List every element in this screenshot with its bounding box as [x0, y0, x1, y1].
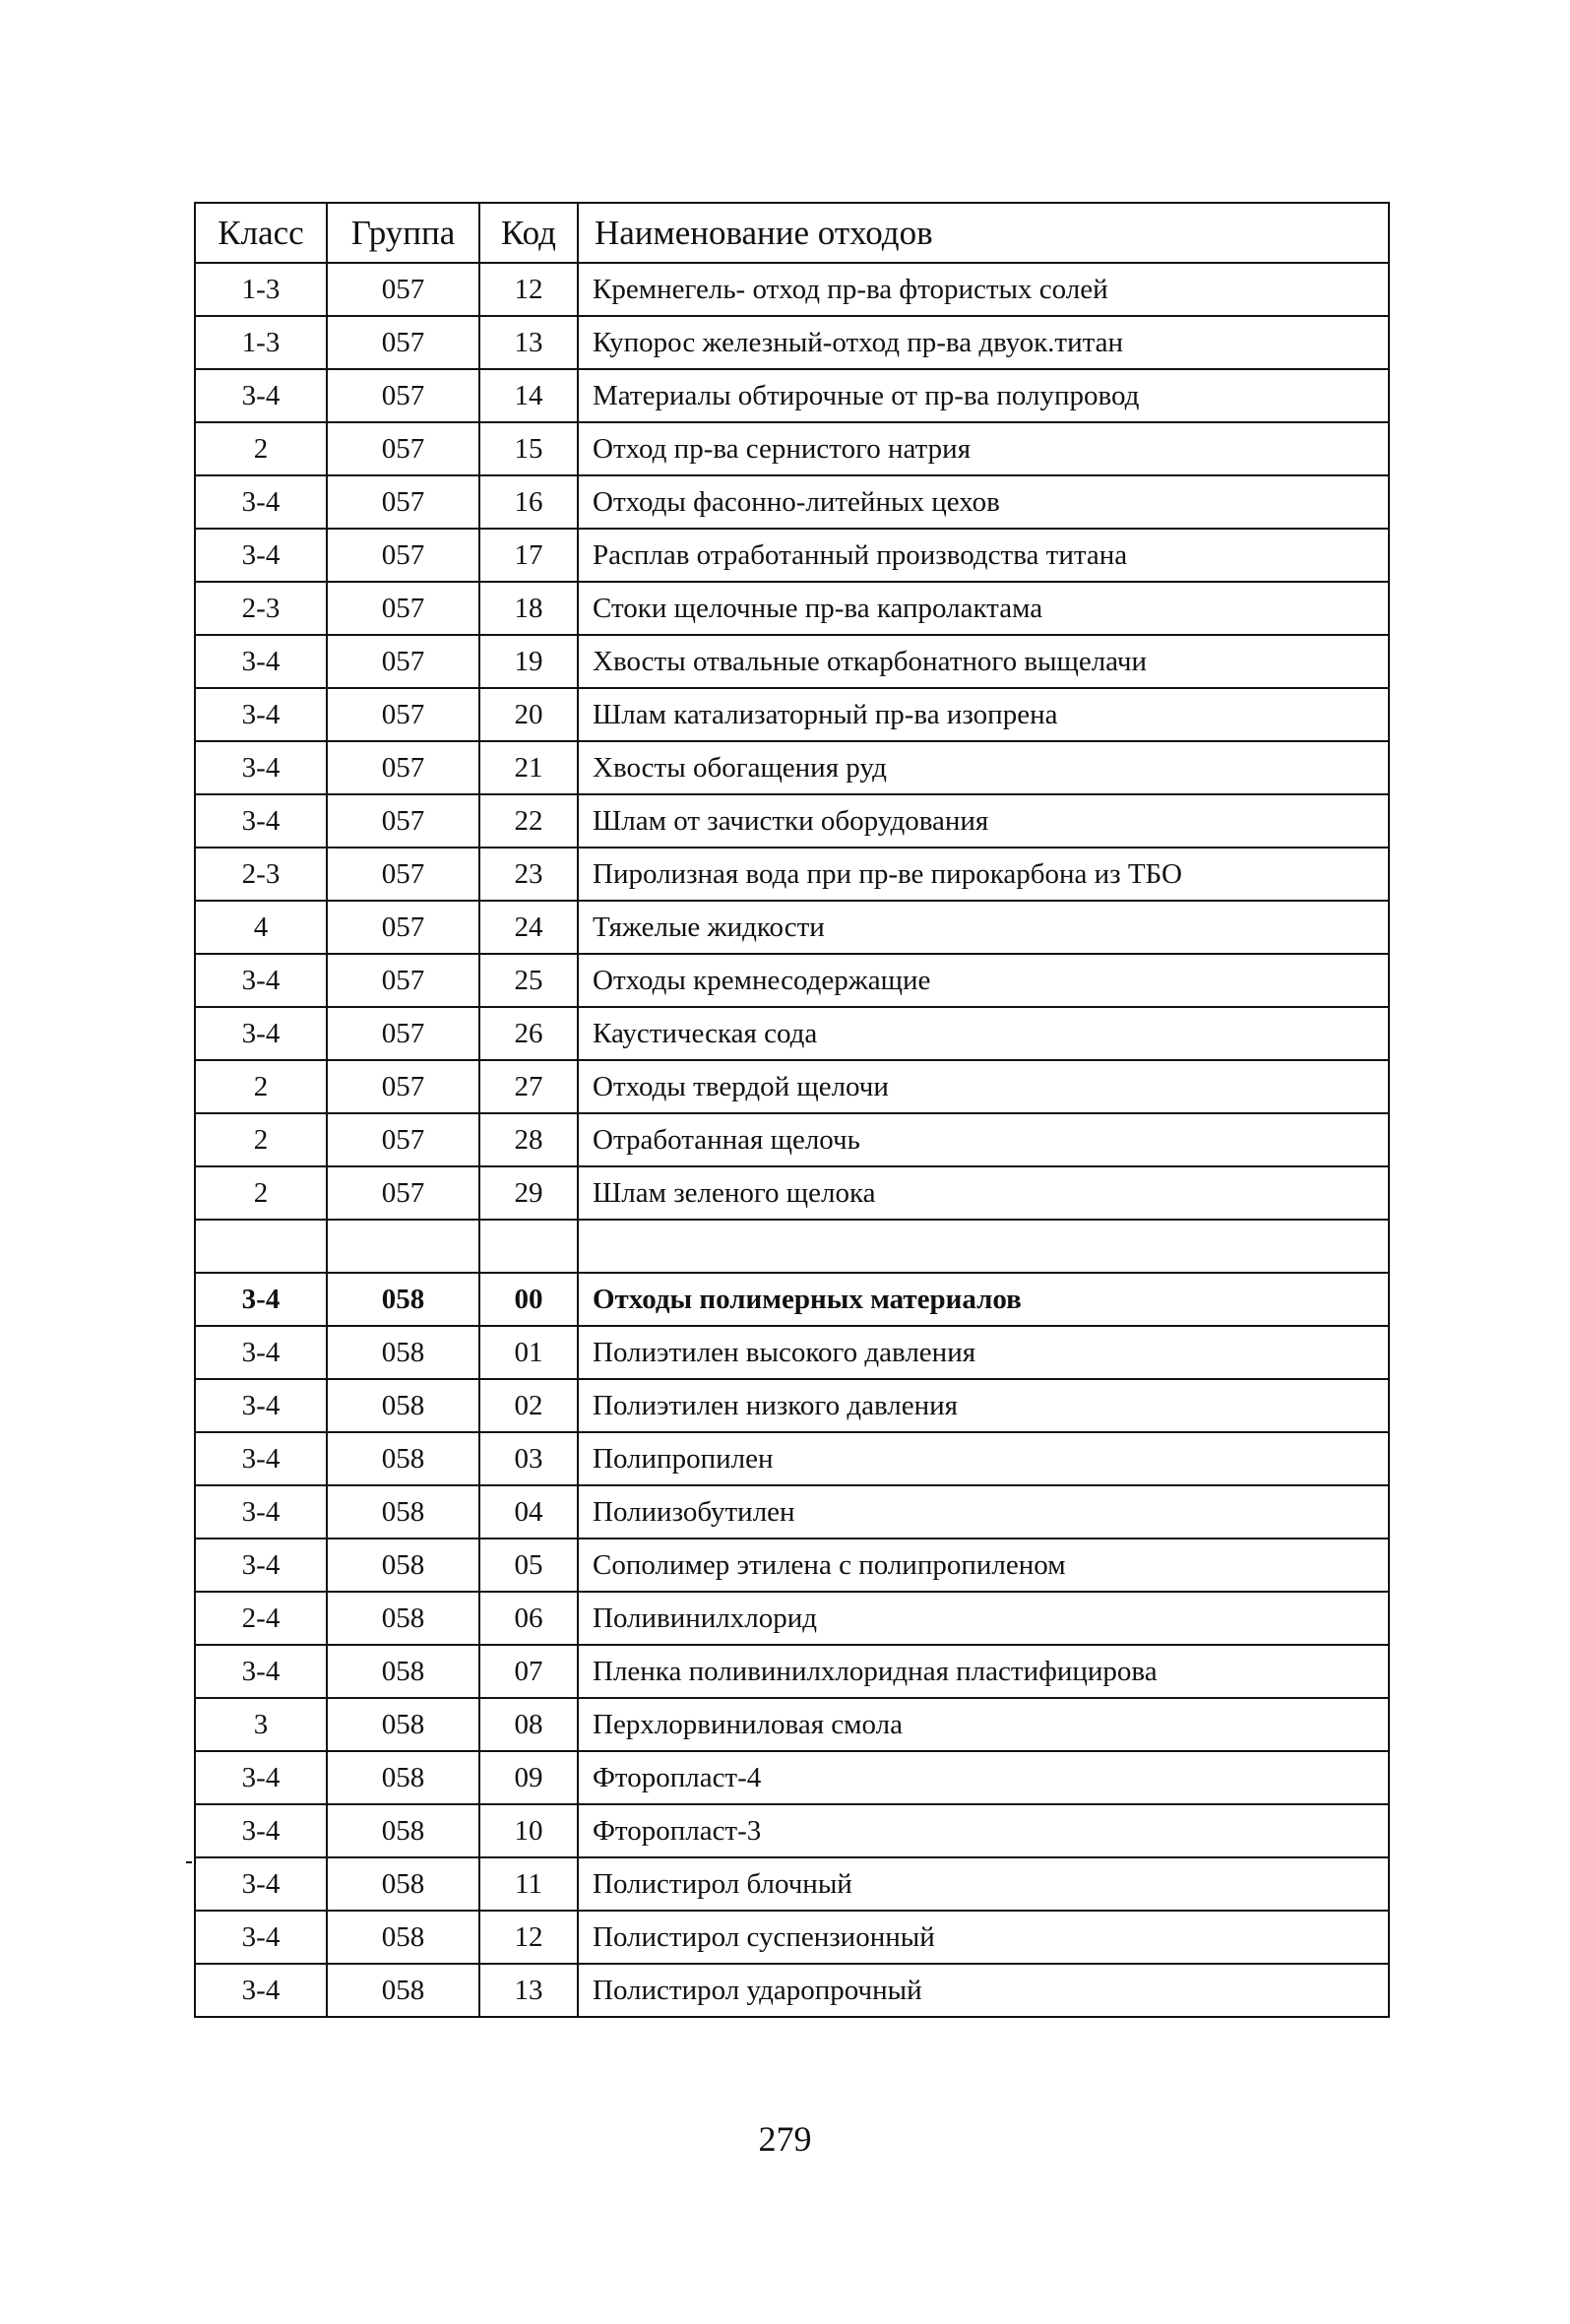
cell-name: Шлам катализаторный пр-ва изопрена	[578, 688, 1389, 741]
cell-group: 058	[327, 1326, 479, 1379]
table-row	[195, 954, 1389, 1007]
cell-code: 00	[479, 1273, 578, 1326]
cell-class: 1-3	[195, 316, 327, 369]
cell-group: 057	[327, 901, 479, 954]
cell-code: 10	[479, 1804, 578, 1857]
cell-class: 2-4	[195, 1592, 327, 1645]
group-057-rows	[195, 263, 1389, 1220]
blank-cell	[327, 1220, 479, 1273]
cell-class: 3-4	[195, 1485, 327, 1539]
separator-section	[195, 1220, 1389, 1326]
cell-name: Сополимер этилена с полипропиленом	[578, 1539, 1389, 1592]
cell-class: 3-4	[195, 1432, 327, 1485]
cell-group: 057	[327, 741, 479, 794]
table-row	[195, 475, 1389, 529]
table-row	[195, 1592, 1389, 1645]
cell-group: 058	[327, 1273, 479, 1326]
cell-class: 3-4	[195, 1326, 327, 1379]
blank-cell	[195, 1220, 327, 1273]
cell-name: Отходы полимерных материалов	[578, 1273, 1389, 1326]
cell-group: 057	[327, 1060, 479, 1113]
cell-group: 058	[327, 1698, 479, 1751]
cell-name: Пленка поливинилхлоридная пластифицирова	[578, 1645, 1389, 1698]
table-row	[195, 529, 1389, 582]
cell-class: 2	[195, 422, 327, 475]
cell-name: Поливинилхлорид	[578, 1592, 1389, 1645]
table-row	[195, 1379, 1389, 1432]
cell-group: 058	[327, 1804, 479, 1857]
cell-class: 3-4	[195, 529, 327, 582]
cell-name: Пиролизная вода при пр-ве пирокарбона из ТБО	[578, 848, 1389, 901]
cell-name: Купорос железный-отход пр-ва двуок.титан	[578, 316, 1389, 369]
cell-name: Расплав отработанный производства титана	[578, 529, 1389, 582]
edge-mark	[186, 1861, 192, 1863]
cell-code: 07	[479, 1645, 578, 1698]
table-row	[195, 741, 1389, 794]
cell-name: Перхлорвиниловая смола	[578, 1698, 1389, 1751]
cell-class: 2-3	[195, 848, 327, 901]
cell-group: 058	[327, 1857, 479, 1911]
table-row	[195, 1645, 1389, 1698]
table-row	[195, 1911, 1389, 1964]
cell-code: 15	[479, 422, 578, 475]
cell-class: 2	[195, 1060, 327, 1113]
cell-group: 057	[327, 263, 479, 316]
cell-group: 057	[327, 369, 479, 422]
group-058-rows	[195, 1326, 1389, 2017]
table-row	[195, 1432, 1389, 1485]
waste-classification-table	[194, 202, 1390, 2018]
cell-class: 3-4	[195, 1379, 327, 1432]
cell-group: 057	[327, 848, 479, 901]
cell-class: 3-4	[195, 1804, 327, 1857]
cell-class: 3-4	[195, 1751, 327, 1804]
blank-cell	[479, 1220, 578, 1273]
cell-group: 058	[327, 1592, 479, 1645]
header-row	[195, 203, 1389, 263]
cell-name: Полиэтилен низкого давления	[578, 1379, 1389, 1432]
table-row	[195, 1804, 1389, 1857]
table-row	[195, 1113, 1389, 1166]
cell-group: 058	[327, 1379, 479, 1432]
blank-row	[195, 1220, 1389, 1273]
cell-group: 057	[327, 1007, 479, 1060]
cell-name: Материалы обтирочные от пр-ва полупровод	[578, 369, 1389, 422]
cell-code: 13	[479, 1964, 578, 2017]
cell-group: 058	[327, 1911, 479, 1964]
cell-code: 23	[479, 848, 578, 901]
cell-name: Отходы твердой щелочи	[578, 1060, 1389, 1113]
table-row	[195, 1751, 1389, 1804]
cell-name: Отходы кремнесодержащие	[578, 954, 1389, 1007]
cell-name: Полипропилен	[578, 1432, 1389, 1485]
cell-group: 057	[327, 794, 479, 848]
cell-code: 03	[479, 1432, 578, 1485]
cell-code: 11	[479, 1857, 578, 1911]
header-class: Класс	[195, 203, 327, 263]
cell-class: 2	[195, 1113, 327, 1166]
cell-class: 3-4	[195, 1539, 327, 1592]
cell-class: 3-4	[195, 1857, 327, 1911]
group-header-row	[195, 1273, 1389, 1326]
cell-name: Хвосты обогащения руд	[578, 741, 1389, 794]
cell-class: 3-4	[195, 1645, 327, 1698]
cell-group: 057	[327, 954, 479, 1007]
cell-class: 3-4	[195, 954, 327, 1007]
cell-class: 3-4	[195, 1911, 327, 1964]
table-row	[195, 1485, 1389, 1539]
cell-code: 13	[479, 316, 578, 369]
table-row	[195, 263, 1389, 316]
table-row	[195, 1060, 1389, 1113]
cell-code: 18	[479, 582, 578, 635]
cell-code: 21	[479, 741, 578, 794]
table-row	[195, 635, 1389, 688]
cell-name: Отработанная щелочь	[578, 1113, 1389, 1166]
table-row	[195, 1539, 1389, 1592]
cell-name: Полистирол блочный	[578, 1857, 1389, 1911]
header-code: Код	[479, 203, 578, 263]
cell-group: 057	[327, 1113, 479, 1166]
cell-group: 058	[327, 1485, 479, 1539]
table-row	[195, 316, 1389, 369]
cell-class: 3-4	[195, 1007, 327, 1060]
cell-code: 27	[479, 1060, 578, 1113]
cell-group: 057	[327, 316, 479, 369]
cell-class: 3-4	[195, 475, 327, 529]
cell-code: 01	[479, 1326, 578, 1379]
page-number: 279	[758, 2119, 812, 2159]
cell-class: 3-4	[195, 741, 327, 794]
cell-code: 26	[479, 1007, 578, 1060]
cell-name: Отходы фасонно-литейных цехов	[578, 475, 1389, 529]
cell-name: Каустическая сода	[578, 1007, 1389, 1060]
cell-class: 3-4	[195, 1273, 327, 1326]
cell-group: 058	[327, 1645, 479, 1698]
cell-code: 02	[479, 1379, 578, 1432]
cell-code: 19	[479, 635, 578, 688]
cell-code: 29	[479, 1166, 578, 1220]
cell-class: 3-4	[195, 635, 327, 688]
cell-name: Шлам от зачистки оборудования	[578, 794, 1389, 848]
cell-class: 3-4	[195, 688, 327, 741]
cell-name: Стоки щелочные пр-ва капролактама	[578, 582, 1389, 635]
table-row	[195, 369, 1389, 422]
cell-class: 3-4	[195, 1964, 327, 2017]
cell-name: Отход пр-ва сернистого натрия	[578, 422, 1389, 475]
cell-group: 057	[327, 688, 479, 741]
cell-code: 25	[479, 954, 578, 1007]
table-row	[195, 1964, 1389, 2017]
cell-code: 12	[479, 1911, 578, 1964]
cell-class: 3-4	[195, 369, 327, 422]
cell-group: 058	[327, 1539, 479, 1592]
table-row	[195, 848, 1389, 901]
cell-code: 22	[479, 794, 578, 848]
cell-name: Полистирол суспензионный	[578, 1911, 1389, 1964]
table-row	[195, 1326, 1389, 1379]
cell-code: 24	[479, 901, 578, 954]
cell-code: 14	[479, 369, 578, 422]
cell-class: 1-3	[195, 263, 327, 316]
cell-group: 058	[327, 1432, 479, 1485]
cell-code: 06	[479, 1592, 578, 1645]
cell-code: 17	[479, 529, 578, 582]
cell-name: Фторопласт-4	[578, 1751, 1389, 1804]
cell-code: 09	[479, 1751, 578, 1804]
cell-group: 057	[327, 1166, 479, 1220]
cell-code: 16	[479, 475, 578, 529]
table-row	[195, 1007, 1389, 1060]
table-row	[195, 582, 1389, 635]
cell-class: 4	[195, 901, 327, 954]
cell-group: 057	[327, 635, 479, 688]
header-group: Группа	[327, 203, 479, 263]
table-row	[195, 1857, 1389, 1911]
cell-name: Кремнегель- отход пр-ва фтористых солей	[578, 263, 1389, 316]
cell-class: 3-4	[195, 794, 327, 848]
cell-name: Полиизобутилен	[578, 1485, 1389, 1539]
cell-class: 2-3	[195, 582, 327, 635]
table-row	[195, 1698, 1389, 1751]
cell-code: 20	[479, 688, 578, 741]
cell-group: 057	[327, 475, 479, 529]
cell-code: 04	[479, 1485, 578, 1539]
cell-code: 05	[479, 1539, 578, 1592]
cell-name: Полистирол ударопрочный	[578, 1964, 1389, 2017]
cell-code: 28	[479, 1113, 578, 1166]
cell-code: 08	[479, 1698, 578, 1751]
table-row	[195, 901, 1389, 954]
cell-group: 057	[327, 529, 479, 582]
cell-name: Полиэтилен высокого давления	[578, 1326, 1389, 1379]
cell-group: 057	[327, 582, 479, 635]
cell-name: Фторопласт-3	[578, 1804, 1389, 1857]
table-row	[195, 422, 1389, 475]
cell-name: Хвосты отвальные откарбонатного выщелачи	[578, 635, 1389, 688]
cell-name: Тяжелые жидкости	[578, 901, 1389, 954]
cell-class: 3	[195, 1698, 327, 1751]
table-row	[195, 688, 1389, 741]
cell-group: 058	[327, 1751, 479, 1804]
cell-group: 058	[327, 1964, 479, 2017]
cell-name: Шлам зеленого щелока	[578, 1166, 1389, 1220]
cell-group: 057	[327, 422, 479, 475]
table-row	[195, 1166, 1389, 1220]
table-row	[195, 794, 1389, 848]
cell-class: 2	[195, 1166, 327, 1220]
blank-cell	[578, 1220, 1389, 1273]
header-name: Наименование отходов	[578, 203, 1389, 263]
cell-code: 12	[479, 263, 578, 316]
